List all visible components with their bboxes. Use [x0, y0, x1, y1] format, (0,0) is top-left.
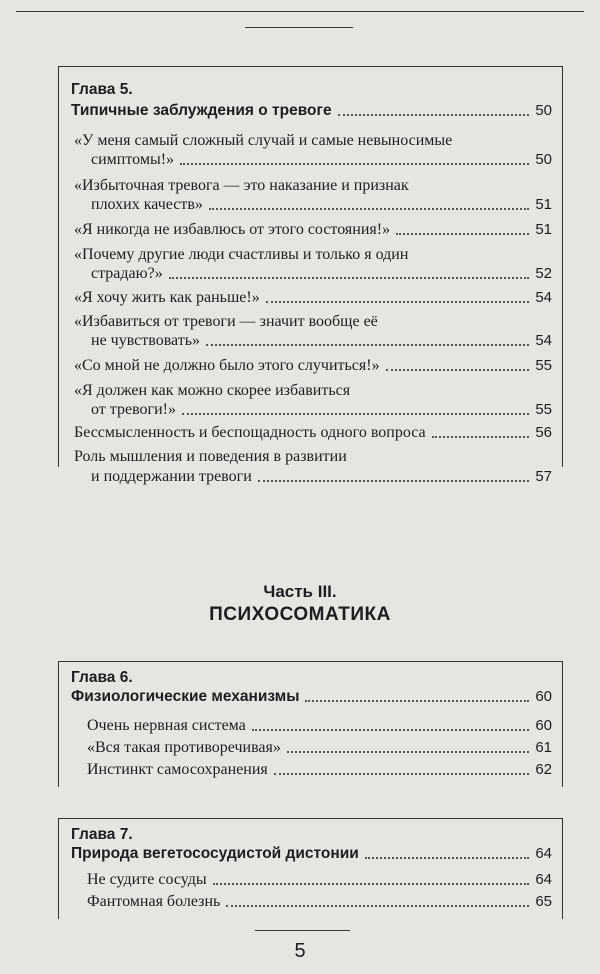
toc-entry-text: Не судите сосуды: [87, 871, 207, 888]
toc-entry: [87, 870, 552, 890]
leader-dots: [386, 369, 530, 371]
page-ref: 51: [535, 221, 552, 238]
toc-entry-text: и поддержании тревоги: [91, 468, 252, 485]
page-ref: 62: [535, 761, 552, 778]
leader-dots: [226, 905, 529, 907]
page-ref: 51: [535, 196, 552, 213]
page-ref: 64: [535, 845, 552, 862]
toc-entry-text: «Я должен как можно скорее избавиться: [74, 382, 351, 399]
toc-entry-text: «Я хочу жить как раньше!»: [74, 289, 260, 306]
part-number: Часть III.: [263, 582, 337, 601]
toc-entry: [87, 716, 552, 736]
leader-dots: [206, 344, 529, 346]
toc-entry: [74, 220, 552, 240]
toc-entry: [87, 892, 552, 912]
toc-entry-text: «Со мной не должно было этого случиться!»: [74, 357, 380, 374]
toc-entry-text: Бессмысленность и беспощадность одного вопроса: [74, 424, 426, 441]
chapter-7-block: [58, 818, 563, 919]
chapter-title-row: [71, 687, 552, 707]
page-number: 5: [294, 940, 306, 962]
toc-entry: [87, 738, 552, 758]
toc-entry-text: Фантомная болезнь: [87, 893, 221, 910]
leader-dots: [266, 301, 530, 303]
toc-entry-text: Роль мышления и поведения в развитии: [74, 448, 347, 465]
chapter-6-block: [58, 661, 563, 787]
leader-dots: [209, 208, 529, 210]
toc-entry-text: «Вся такая противоречивая»: [87, 739, 281, 756]
part-title: ПСИХОСОМАТИКА: [209, 604, 391, 625]
leader-dots: [365, 857, 530, 859]
chapter-title: Физиологические механизмы: [71, 688, 300, 705]
toc-entry: [74, 356, 552, 376]
leader-dots: [287, 751, 529, 753]
toc-entry: [91, 264, 552, 284]
toc-entry: [74, 288, 552, 308]
toc-entry-text: Очень нервная система: [87, 717, 246, 734]
leader-dots: [258, 480, 530, 482]
leader-dots: [274, 773, 530, 775]
page-ref: 50: [535, 102, 552, 119]
chapter-title-row: [71, 844, 552, 864]
top-rule: [16, 11, 584, 12]
leader-dots: [252, 729, 530, 731]
chapter-title: Природа вегетососудистой дистонии: [71, 845, 359, 862]
leader-dots: [169, 277, 530, 279]
leader-dots: [182, 413, 529, 415]
toc-entry: [91, 150, 552, 170]
leader-dots: [432, 436, 530, 438]
page-ref: 55: [535, 401, 552, 418]
page-ref: 60: [535, 717, 552, 734]
page-ref: 52: [535, 265, 552, 282]
toc-entry-text: «Я никогда не избавлюсь от этого состояния!»: [74, 221, 391, 238]
toc-entry-text: не чувствовать»: [91, 332, 201, 349]
leader-dots: [213, 883, 530, 885]
top-ornament-rule: [245, 27, 353, 28]
toc-entry-text: «Избыточная тревога — это наказание и признак: [74, 177, 409, 194]
page-ref: 54: [535, 332, 552, 349]
chapter-number: Глава 7.: [71, 826, 133, 843]
leader-dots: [305, 700, 529, 702]
leader-dots: [396, 233, 529, 235]
leader-dots: [180, 163, 529, 165]
toc-entry: [91, 331, 552, 351]
page-ref: 54: [535, 289, 552, 306]
page-ref: 57: [535, 468, 552, 485]
page-ref: 64: [535, 871, 552, 888]
toc-entry-text: страдаю?»: [91, 265, 163, 282]
page-ref: 50: [535, 151, 552, 168]
toc-entry-text: от тревоги!»: [91, 401, 176, 418]
chapter-5-block: [58, 66, 563, 485]
toc-entry-text: «Избавиться от тревоги — значит вообще её: [74, 313, 378, 330]
chapter-number: Глава 5.: [71, 81, 133, 98]
bottom-rule: [255, 930, 350, 931]
toc-entry: [91, 467, 552, 487]
toc-entry: [91, 195, 552, 215]
leader-dots: [338, 114, 530, 116]
toc-entry-text: «Почему другие люди счастливы и только я один: [74, 246, 409, 263]
toc-entry: [87, 760, 552, 780]
page-ref: 65: [535, 893, 552, 910]
toc-entry-text: «У меня самый сложный случай и самые невыносимые: [74, 132, 453, 149]
toc-entry-text: Инстинкт самосохранения: [87, 761, 268, 778]
chapter-title-row: [71, 101, 552, 121]
chapter-title: Типичные заблуждения о тревоге: [71, 102, 332, 119]
page-ref: 61: [535, 739, 552, 756]
chapter-number: Глава 6.: [71, 669, 133, 686]
page-ref: 60: [535, 688, 552, 705]
toc-entry: [74, 423, 552, 443]
toc-entry-text: симптомы!»: [91, 151, 175, 168]
toc-entry-text: плохих качеств»: [91, 196, 203, 213]
toc-entry: [91, 400, 552, 420]
page-ref: 56: [535, 424, 552, 441]
page-ref: 55: [535, 357, 552, 374]
